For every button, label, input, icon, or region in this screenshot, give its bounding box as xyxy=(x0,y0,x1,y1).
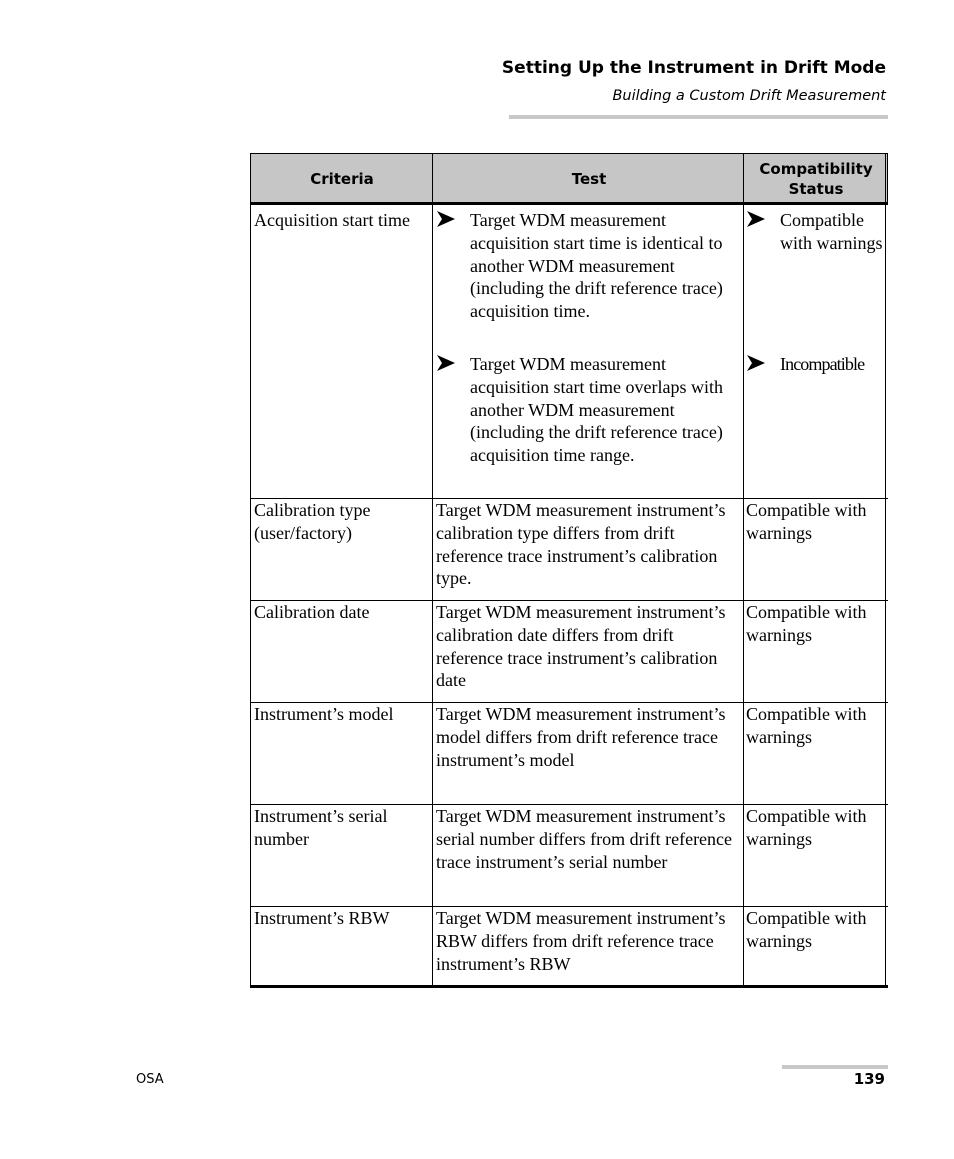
status-cell: Compatible with warnings xyxy=(746,602,867,645)
status-cell xyxy=(746,209,886,497)
status-cell: Compatible with warnings xyxy=(746,500,867,543)
test-cell: Target WDM measurement instrument’s calibration type differs from drift reference trace instrument’s calibration type. xyxy=(436,500,726,589)
test-cell: Target WDM measurement instrument’s model differs from drift reference trace instrument’s model xyxy=(436,704,726,770)
table-row xyxy=(250,601,888,702)
test-text: Target WDM measurement acquisition start time is identical to another WDM measurement (including the drift reference trace) acquisition time. xyxy=(470,210,723,322)
table-row xyxy=(250,703,888,804)
criteria-cell: Instrument’s model xyxy=(254,704,394,724)
table-header-row xyxy=(250,153,888,205)
page-header-subtitle: Building a Custom Drift Measurement xyxy=(612,88,886,104)
table-row xyxy=(250,209,888,497)
criteria-cell: Calibration type (user/factory) xyxy=(254,500,371,543)
table-row xyxy=(250,805,888,906)
table-row xyxy=(250,499,888,600)
arrow-bullet-icon xyxy=(437,211,455,227)
criteria-cell: Instrument’s RBW xyxy=(254,908,390,928)
header-divider xyxy=(509,115,888,119)
criteria-cell: Instrument’s serial number xyxy=(254,806,388,849)
footer-product-name: OSA xyxy=(136,1072,164,1087)
criteria-cell: Acquisition start time xyxy=(254,210,410,230)
compatibility-table xyxy=(250,153,888,988)
arrow-bullet-icon xyxy=(747,211,765,227)
arrow-bullet-icon xyxy=(437,355,455,371)
test-cell: Target WDM measurement instrument’s RBW differs from drift reference trace instrument’s RBW xyxy=(436,908,726,974)
criteria-cell: Calibration date xyxy=(254,602,370,622)
test-text: Target WDM measurement acquisition start time overlaps with another WDM measurement (including the drift reference trace) acquisition time range. xyxy=(470,354,723,466)
test-cell: Target WDM measurement instrument’s calibration date differs from drift reference trace instrument’s calibration date xyxy=(436,602,726,691)
footer-divider xyxy=(782,1065,888,1069)
table-row xyxy=(250,907,888,985)
page-header-title: Setting Up the Instrument in Drift Mode xyxy=(501,58,886,78)
test-cell xyxy=(436,209,741,497)
column-header-criteria: Criteria xyxy=(310,169,374,188)
test-cell: Target WDM measurement instrument’s serial number differs from drift reference trace instrument’s serial number xyxy=(436,806,733,872)
status-text: Compatible with warnings xyxy=(780,210,883,253)
page-number: 139 xyxy=(853,1070,885,1088)
column-header-test: Test xyxy=(571,169,607,188)
column-header-status: Compatibility Status xyxy=(759,159,873,198)
status-text: Incompatible xyxy=(780,354,865,374)
arrow-bullet-icon xyxy=(747,355,765,371)
status-cell: Compatible with warnings xyxy=(746,806,867,849)
status-cell: Compatible with warnings xyxy=(746,704,867,747)
status-cell: Compatible with warnings xyxy=(746,908,867,951)
